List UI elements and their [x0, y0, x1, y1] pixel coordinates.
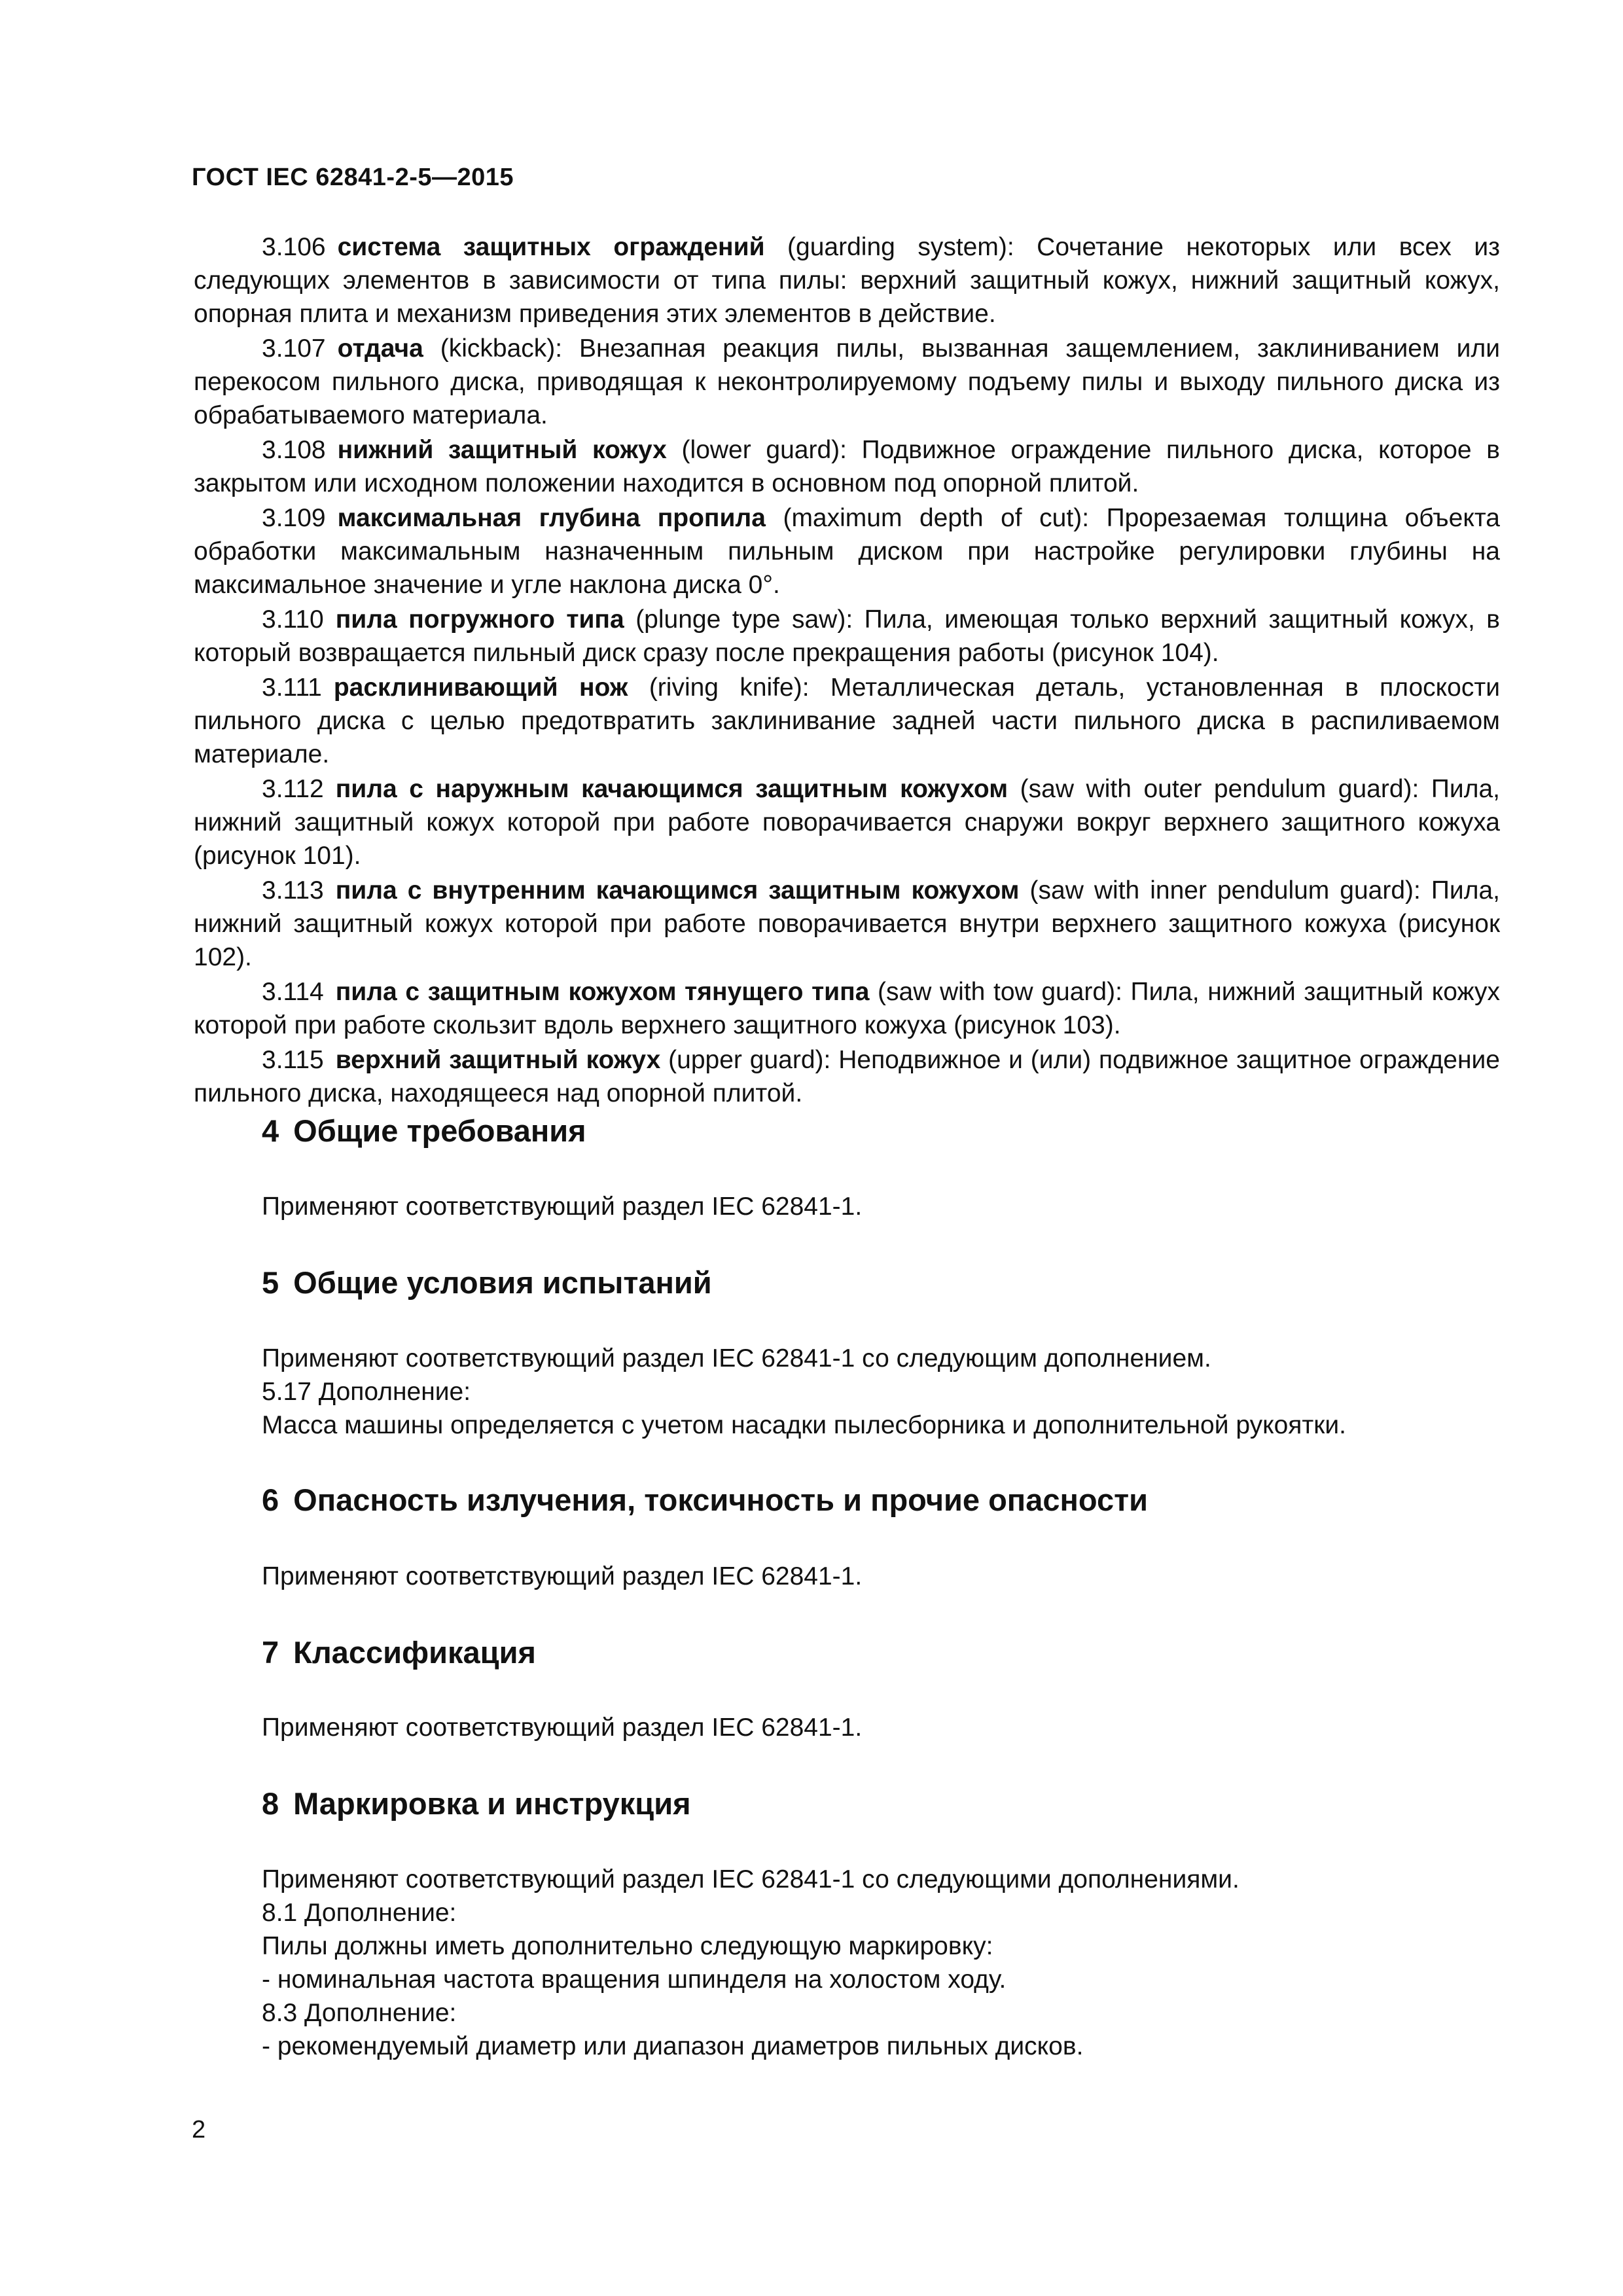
section-body [262, 1560, 1499, 1593]
section-body [262, 1863, 1499, 2063]
definition-number: 3.115 [262, 1046, 324, 1074]
definition-text: (guarding system): Сочетание некоторых или всех из следующих элементов в зависимости от типа пилы: верхний защитный кожух, нижний защитный кожух, опорная плита и механизм приведения этих элементов в действие. [194, 233, 1500, 328]
section-body-line: Применяют соответствующий раздел IEC 62841-1. [262, 1713, 863, 1742]
definition-text: (maximum depth of cut): Прорезаемая толщина объекта обработки максимальным назначенным пильным диском при настройке регулировки глубины на максимальное значение и угле наклона диска 0°. [194, 504, 1500, 599]
section-number: 5 [262, 1265, 279, 1300]
section-body-line: Применяют соответствующий раздел IEC 62841-1 со следующими дополнениями. [262, 1865, 1240, 1893]
section-title-text: Классификация [293, 1635, 536, 1670]
section-body-line: 8.1 Дополнение: [262, 1899, 457, 1927]
definition-number: 3.110 [262, 605, 324, 634]
section-body-line: 5.17 Дополнение: [262, 1378, 471, 1406]
definition-text: (riving knife): Металлическая деталь, установленная в плоскости пильного диска с целью предотвратить заклинивание задней части пильного диска в распиливаемом материале. [194, 673, 1500, 768]
definition-text: (plunge type saw): Пила, имеющая только верхний защитный кожух, в который возвращается пильный диск сразу после прекращения работы (рисунок 104). [194, 605, 1500, 667]
section-body-line: 8.3 Дополнение: [262, 1999, 457, 2027]
section-body-line: - рекомендуемый диаметр или диапазон диаметров пильных дисков. [262, 2032, 1084, 2060]
section-body [262, 1190, 1499, 1223]
definition-number: 3.106 [262, 233, 326, 261]
section-title [262, 1265, 712, 1300]
definition-term: пила погружного типа [335, 605, 624, 634]
section-title-text: Общие условия испытаний [293, 1265, 712, 1300]
definition-number: 3.107 [262, 334, 326, 363]
definition-item [194, 671, 1500, 771]
definition-term: верхний защитный кожух [335, 1046, 661, 1074]
section-title-text: Общие требования [293, 1113, 586, 1148]
section-body-line: Применяют соответствующий раздел IEC 62841-1. [262, 1193, 863, 1221]
definition-number: 3.111 [262, 673, 322, 702]
definition-term: пила с защитным кожухом тянущего типа [335, 978, 870, 1006]
section-body-line: Применяют соответствующий раздел IEC 62841-1 со следующим дополнением. [262, 1344, 1211, 1372]
section-title-text: Маркировка и инструкция [293, 1786, 691, 1821]
definition-text: (saw with inner pendulum guard): Пила, нижний защитный кожух которой при работе поворачивается внутри верхнего защитного кожуха (рисунок 102). [194, 876, 1500, 971]
section-body [262, 1342, 1499, 1442]
section-number: 4 [262, 1113, 279, 1148]
definition-item [194, 501, 1500, 601]
section-title [262, 1482, 1148, 1518]
definition-text: (saw with outer pendulum guard): Пила, нижний защитный кожух которой при работе поворачивается снаружи вокруг верхнего защитного кожуха (рисунок 101). [194, 775, 1500, 870]
section-body-line: Пилы должны иметь дополнительно следующую маркировку: [262, 1932, 993, 1960]
definition-item [194, 603, 1500, 670]
definition-number: 3.109 [262, 504, 326, 532]
definition-number: 3.113 [262, 876, 324, 905]
section-body-line: Масса машины определяется с учетом насадки пылесборника и дополнительной рукоятки. [262, 1411, 1346, 1439]
definition-text: (upper guard): Неподвижное и (или) подвижное защитное ограждение пильного диска, находящееся над опорной плитой. [194, 1046, 1500, 1107]
section-number: 7 [262, 1635, 279, 1670]
document-header: ГОСТ IEC 62841-2-5—2015 [192, 164, 514, 191]
definition-number: 3.114 [262, 978, 324, 1006]
definition-item [194, 230, 1500, 331]
section-title-text: Опасность излучения, токсичность и прочие опасности [293, 1482, 1148, 1517]
definition-text: (saw with tow guard): Пила, нижний защитный кожух которой при работе скользит вдоль верхнего защитного кожуха (рисунок 103). [194, 978, 1500, 1039]
definition-item [194, 1043, 1500, 1110]
section-title [262, 1634, 536, 1670]
definition-item [194, 332, 1500, 432]
definition-term: пила с наружным качающимся защитным кожухом [335, 775, 1008, 803]
definition-item [194, 874, 1500, 974]
definitions-list [194, 230, 1500, 1111]
definition-item [194, 772, 1500, 872]
definition-number: 3.112 [262, 775, 324, 803]
page-number: 2 [192, 2116, 206, 2144]
section-title [262, 1785, 691, 1821]
section-body-line: Применяют соответствующий раздел IEC 62841-1. [262, 1562, 863, 1590]
section-body [262, 1711, 1499, 1744]
definition-text: (kickback): Внезапная реакция пилы, вызванная защемлением, заклиниванием или перекосом пильного диска, приводящая к неконтролируемому подъему пилы и выходу пильного диска из обрабатываемого материала. [194, 334, 1500, 429]
section-number: 8 [262, 1786, 279, 1821]
definition-item [194, 433, 1500, 500]
definition-term: отдача [337, 334, 423, 363]
definition-text: (lower guard): Подвижное ограждение пильного диска, которое в закрытом или исходном положении находится в основном под опорной плитой. [194, 436, 1501, 497]
definition-item [194, 975, 1500, 1042]
section-title [262, 1113, 586, 1149]
section-number: 6 [262, 1482, 279, 1517]
definition-number: 3.108 [262, 436, 326, 464]
definition-term: система защитных ограждений [337, 233, 765, 261]
definition-term: максимальная глубина пропила [337, 504, 766, 532]
definition-term: нижний защитный кожух [337, 436, 667, 464]
section-body-line: - номинальная частота вращения шпинделя на холостом ходу. [262, 1965, 1007, 1994]
definition-term: расклинивающий нож [333, 673, 628, 702]
definition-term: пила с внутренним качающимся защитным кожухом [335, 876, 1020, 905]
